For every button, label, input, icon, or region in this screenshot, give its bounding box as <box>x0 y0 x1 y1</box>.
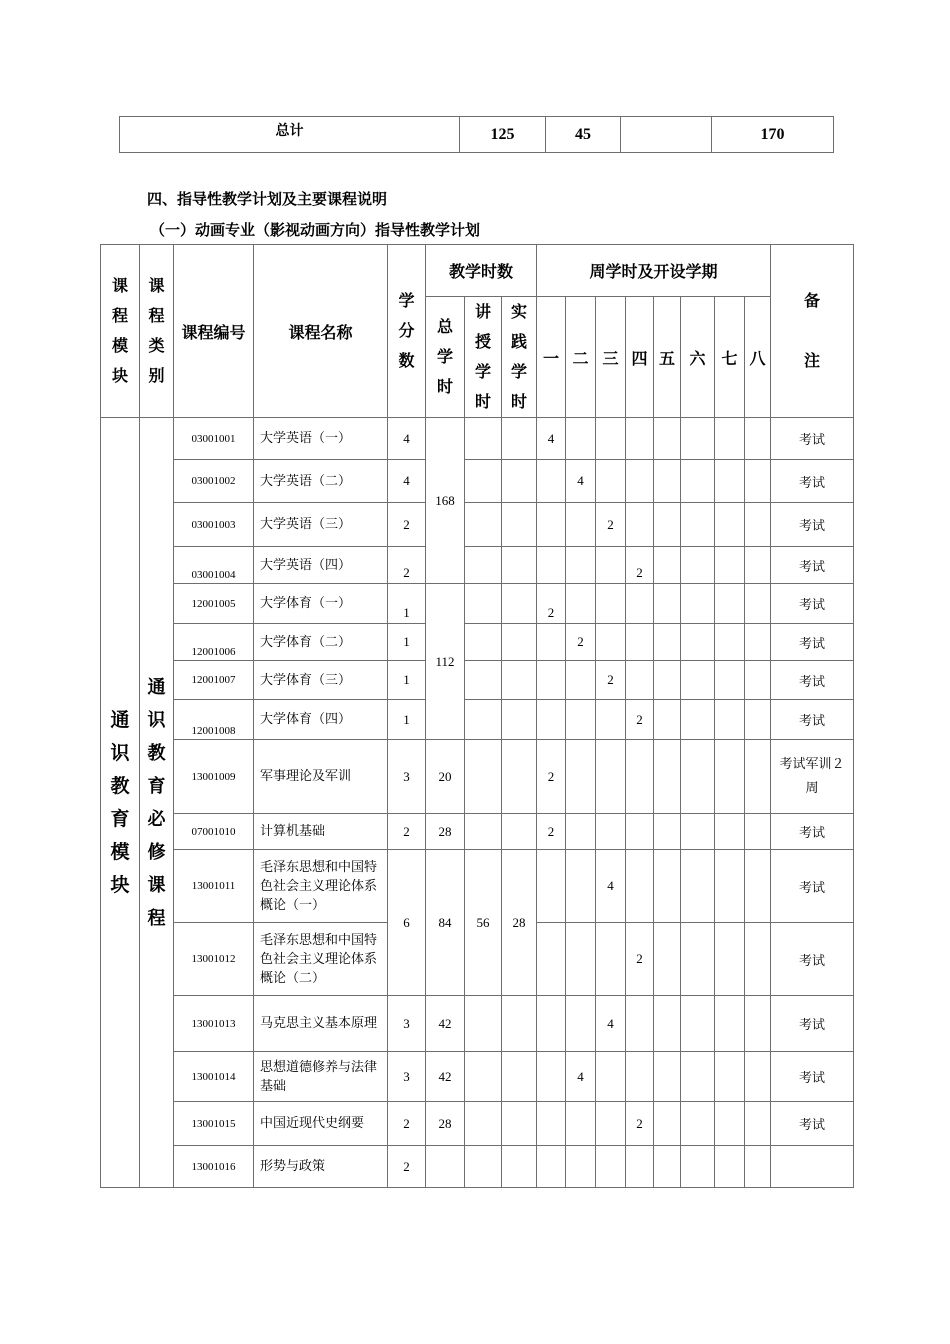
total-hours: 28 <box>426 814 465 850</box>
term-3-hours <box>596 700 626 740</box>
term-2-hours <box>566 584 596 624</box>
term-2-hours <box>566 923 596 996</box>
term-1-hours <box>537 460 566 503</box>
course-name: 马克思主义基本原理 <box>254 996 388 1052</box>
header-term-8: 八 <box>745 297 771 418</box>
term-3-hours <box>596 923 626 996</box>
summary-label: 总计 <box>120 117 460 153</box>
summary-credit-total: 125 <box>460 117 546 153</box>
remark: 考试 <box>771 547 854 584</box>
course-code: 13001014 <box>174 1052 254 1102</box>
total-hours: 42 <box>426 1052 465 1102</box>
table-row <box>101 814 854 850</box>
course-name: 大学英语（二） <box>254 460 388 503</box>
course-code: 03001004 <box>174 547 254 584</box>
table-row <box>101 624 854 661</box>
subsection-title: （一）动画专业（影视动画方向）指导性教学计划 <box>150 221 481 239</box>
term-4-hours <box>626 584 654 624</box>
header-term-5: 五 <box>654 297 681 418</box>
header-hours: 教学时数 <box>426 245 537 297</box>
credit: 3 <box>388 996 426 1052</box>
term-1-hours: 4 <box>537 418 566 460</box>
term-2-hours <box>566 661 596 700</box>
course-name: 毛泽东思想和中国特色社会主义理论体系概论（二） <box>254 923 388 996</box>
remark: 考试 <box>771 1052 854 1102</box>
mao-credit: 6 <box>388 850 426 996</box>
course-code: 03001002 <box>174 460 254 503</box>
term-4-hours <box>626 503 654 547</box>
remark: 考试 <box>771 418 854 460</box>
course-code: 13001013 <box>174 996 254 1052</box>
header-category: 课 程 类 别 <box>140 245 174 418</box>
credit: 2 <box>388 814 426 850</box>
category-cell: 通 识 教 育 必 修 课 程 <box>140 418 174 1188</box>
term-3-hours <box>596 547 626 584</box>
term-2-hours <box>566 418 596 460</box>
header-term-3: 三 <box>596 297 626 418</box>
course-code: 12001007 <box>174 661 254 700</box>
course-code: 12001008 <box>174 700 254 740</box>
header-term-7: 七 <box>715 297 745 418</box>
table-row <box>101 740 854 814</box>
term-4-hours: 2 <box>626 1102 654 1146</box>
course-code: 12001005 <box>174 584 254 624</box>
term-4-hours: 2 <box>626 923 654 996</box>
term-2-hours: 4 <box>566 1052 596 1102</box>
remark: 考试 <box>771 661 854 700</box>
header-term-2: 二 <box>566 297 596 418</box>
header-weekly: 周学时及开设学期 <box>537 245 771 297</box>
section-title: 四、指导性教学计划及主要课程说明 <box>147 190 388 208</box>
course-name: 大学英语（三） <box>254 503 388 547</box>
credit: 2 <box>388 503 426 547</box>
credit: 1 <box>388 700 426 740</box>
header-code: 课程编号 <box>174 245 254 418</box>
total-hours: 20 <box>426 740 465 814</box>
mao-lecture-hours: 56 <box>465 850 502 996</box>
term-3-hours <box>596 624 626 661</box>
header-term-6: 六 <box>681 297 715 418</box>
course-name: 形势与政策 <box>254 1146 388 1188</box>
term-1-hours: 2 <box>537 814 566 850</box>
term-4-hours <box>626 850 654 923</box>
term-1-hours: 2 <box>537 740 566 814</box>
credit: 2 <box>388 1102 426 1146</box>
header-term-4: 四 <box>626 297 654 418</box>
course-name: 大学体育（一） <box>254 584 388 624</box>
term-3-hours: 4 <box>596 850 626 923</box>
course-code: 13001009 <box>174 740 254 814</box>
table-row <box>101 1102 854 1146</box>
course-code: 13001015 <box>174 1102 254 1146</box>
header-term-1: 一 <box>537 297 566 418</box>
credit: 1 <box>388 661 426 700</box>
term-2-hours <box>566 850 596 923</box>
term-1-hours <box>537 700 566 740</box>
header-credit: 学 分 数 <box>388 245 426 418</box>
summary-value-2: 45 <box>546 117 621 153</box>
term-1-hours <box>537 547 566 584</box>
header-name: 课程名称 <box>254 245 388 418</box>
course-code: 13001012 <box>174 923 254 996</box>
term-3-hours <box>596 814 626 850</box>
table-row <box>101 661 854 700</box>
credit: 1 <box>388 624 426 661</box>
remark <box>771 1146 854 1188</box>
course-name: 大学体育（四） <box>254 700 388 740</box>
table-row <box>101 460 854 503</box>
total-hours: 42 <box>426 996 465 1052</box>
term-3-hours <box>596 1052 626 1102</box>
table-row <box>101 850 854 923</box>
term-2-hours: 4 <box>566 460 596 503</box>
summary-value-3 <box>621 117 712 153</box>
header-total-hours: 总 学 时 <box>426 297 465 418</box>
course-name: 大学体育（二） <box>254 624 388 661</box>
term-2-hours <box>566 740 596 814</box>
course-name: 大学英语（四） <box>254 547 388 584</box>
term-3-hours: 2 <box>596 503 626 547</box>
table-row <box>101 503 854 547</box>
remark: 考试 <box>771 503 854 547</box>
term-2-hours <box>566 547 596 584</box>
term-4-hours <box>626 1146 654 1188</box>
remark: 考试 <box>771 850 854 923</box>
course-code: 03001001 <box>174 418 254 460</box>
credit: 3 <box>388 740 426 814</box>
total-hours: 28 <box>426 1102 465 1146</box>
pe-total-hours: 112 <box>426 584 465 740</box>
table-row <box>101 700 854 740</box>
term-1-hours <box>537 1146 566 1188</box>
term-4-hours <box>626 814 654 850</box>
english-total-hours: 168 <box>426 418 465 584</box>
remark: 考试 <box>771 460 854 503</box>
header-module: 课 程 模 块 <box>101 245 140 418</box>
term-1-hours <box>537 1052 566 1102</box>
summary-table <box>119 116 834 153</box>
term-4-hours <box>626 740 654 814</box>
teaching-plan-table <box>100 244 854 1188</box>
term-3-hours <box>596 418 626 460</box>
remark: 考试 <box>771 624 854 661</box>
course-name: 大学体育（三） <box>254 661 388 700</box>
table-row <box>101 1052 854 1102</box>
total-hours <box>426 1146 465 1188</box>
header-lecture-hours: 讲 授 学 时 <box>465 297 502 418</box>
term-4-hours: 2 <box>626 547 654 584</box>
term-3-hours <box>596 460 626 503</box>
term-2-hours: 2 <box>566 624 596 661</box>
credit: 2 <box>388 1146 426 1188</box>
summary-value-4: 170 <box>712 117 834 153</box>
term-1-hours <box>537 850 566 923</box>
header-practice-hours: 实 践 学 时 <box>502 297 537 418</box>
credit: 3 <box>388 1052 426 1102</box>
remark: 考试 <box>771 996 854 1052</box>
term-2-hours <box>566 996 596 1052</box>
course-name: 毛泽东思想和中国特色社会主义理论体系概论（一） <box>254 850 388 923</box>
term-2-hours <box>566 1102 596 1146</box>
remark: 考试 <box>771 814 854 850</box>
credit: 2 <box>388 547 426 584</box>
table-row <box>101 547 854 584</box>
mao-practice-hours: 28 <box>502 850 537 996</box>
course-code: 12001006 <box>174 624 254 661</box>
course-name: 中国近现代史纲要 <box>254 1102 388 1146</box>
term-4-hours <box>626 460 654 503</box>
remark: 考试 <box>771 923 854 996</box>
term-3-hours: 2 <box>596 661 626 700</box>
term-2-hours <box>566 503 596 547</box>
term-3-hours <box>596 584 626 624</box>
table-row <box>101 1146 854 1188</box>
course-code: 07001010 <box>174 814 254 850</box>
remark: 考试 <box>771 700 854 740</box>
term-1-hours: 2 <box>537 584 566 624</box>
remark: 考试军训２周 <box>771 740 854 814</box>
course-code: 13001016 <box>174 1146 254 1188</box>
term-2-hours <box>566 700 596 740</box>
term-2-hours <box>566 1146 596 1188</box>
course-code: 03001003 <box>174 503 254 547</box>
term-3-hours <box>596 1146 626 1188</box>
term-1-hours <box>537 996 566 1052</box>
term-4-hours <box>626 1052 654 1102</box>
header-remark: 备 注 <box>771 245 854 418</box>
term-4-hours <box>626 624 654 661</box>
term-1-hours <box>537 503 566 547</box>
table-row <box>101 584 854 624</box>
term-3-hours: 4 <box>596 996 626 1052</box>
term-4-hours: 2 <box>626 700 654 740</box>
term-4-hours <box>626 996 654 1052</box>
course-name: 计算机基础 <box>254 814 388 850</box>
term-1-hours <box>537 923 566 996</box>
course-name: 思想道德修养与法律基础 <box>254 1052 388 1102</box>
term-4-hours <box>626 418 654 460</box>
credit: 4 <box>388 418 426 460</box>
credit: 4 <box>388 460 426 503</box>
term-3-hours <box>596 1102 626 1146</box>
term-1-hours <box>537 661 566 700</box>
term-2-hours <box>566 814 596 850</box>
mao-total-hours: 84 <box>426 850 465 996</box>
module-cell: 通 识 教 育 模 块 <box>101 418 140 1188</box>
term-1-hours <box>537 624 566 661</box>
table-row <box>101 996 854 1052</box>
course-name: 军事理论及军训 <box>254 740 388 814</box>
remark: 考试 <box>771 584 854 624</box>
credit: 1 <box>388 584 426 624</box>
term-1-hours <box>537 1102 566 1146</box>
course-name: 大学英语（一） <box>254 418 388 460</box>
term-4-hours <box>626 661 654 700</box>
term-3-hours <box>596 740 626 814</box>
course-code: 13001011 <box>174 850 254 923</box>
table-row <box>101 418 854 460</box>
remark: 考试 <box>771 1102 854 1146</box>
